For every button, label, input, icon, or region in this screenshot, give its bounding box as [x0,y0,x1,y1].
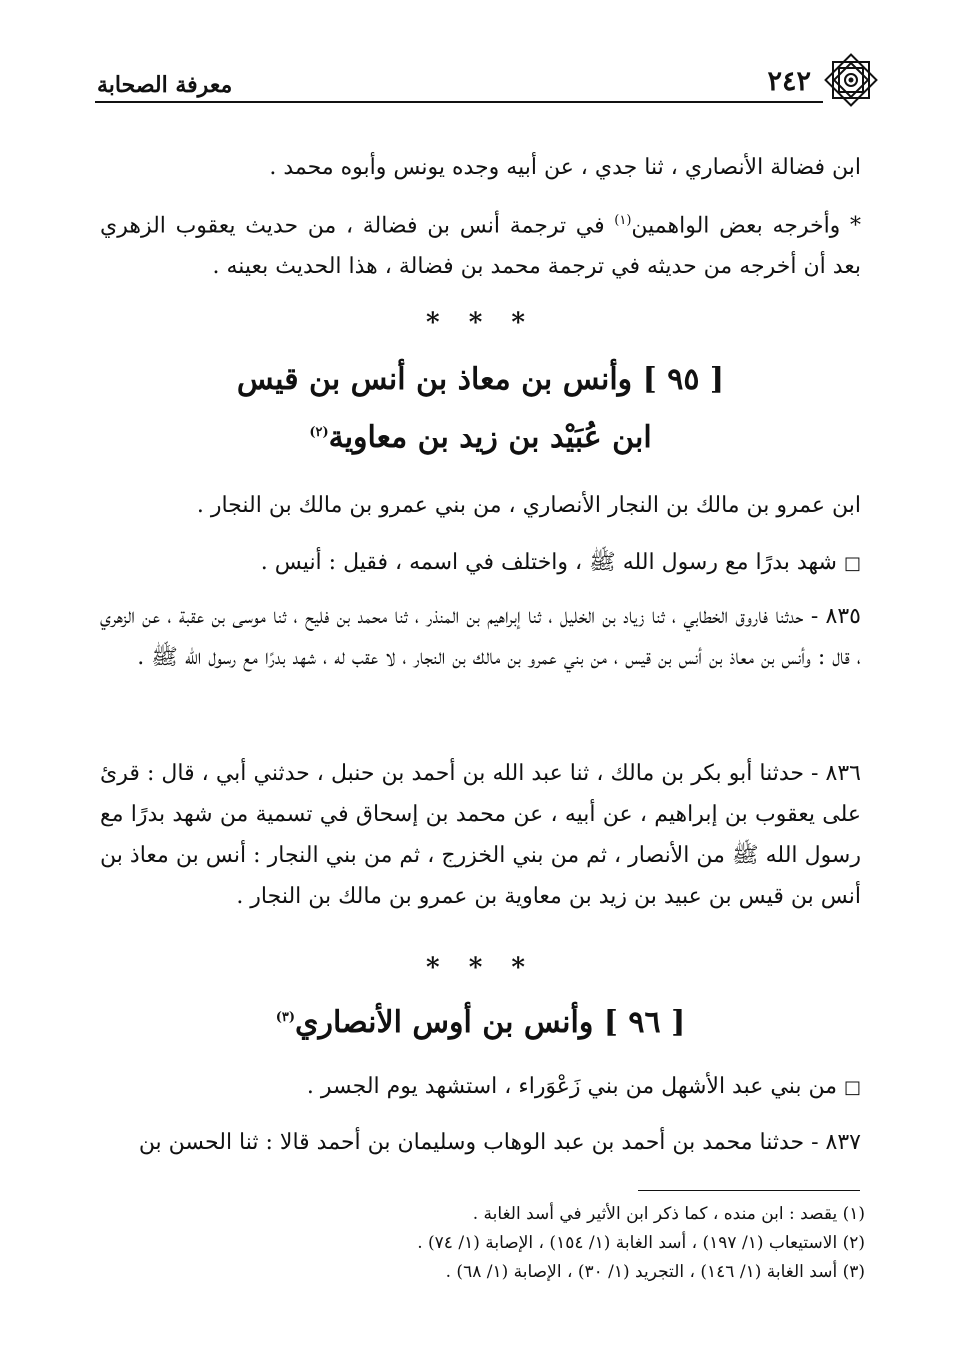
entry-96-title: [ ٩٦ ] وأنس بن أوس الأنصاري$^{(٣)}$ [275,1005,686,1040]
footnote-3: (٣) أسد الغابة (١/ ١٤٦) ، التجريد (١/ ٣٠) ، الإصابة (١/ ٦٨) . [445,1262,865,1282]
section-separator: * * * [426,308,535,338]
octagram-ornament-icon [823,52,879,108]
paragraph-continuation: ابن فضالة الأنصاري ، ثنا جدي ، عن أبيه وجده يونس وأبوه محمد . [269,155,861,180]
section-separator: * * * [426,953,535,983]
entry-95-subtitle: ابن عُبَيْد بن زيد بن معاوية$^{(٢)}$ [309,420,652,455]
footnote-ref-1: (١) [614,213,632,228]
footnotes [320,1200,865,1287]
entry-95-title: [ ٩٥ ] وأنس بن معاذ بن أنس بن قيس [236,362,725,397]
hadith-835: ٨٣٥ - حدثنا فاروق الخطابي ، ثنا زياد بن الخليل ، ثنا إبراهيم بن المنذر ، ثنا محمد بن فليح ، ثنا موسى بن عقبة ، عن الزهري ، قال : وأنس بن معاذ بن أنس بن قيس ، من بني عمرو بن مالك بن النجار ، لا عقب له ، شهد بدرًا مع رسول الله ﷺ . [100,604,861,670]
running-title: معرفة الصحابة [97,72,233,98]
paragraph-entry-96: □ من بني عبد الأشهل من بني زَعْوَراء ، استشهد يوم الجسر . [306,1074,861,1099]
page-number: ٢٤٢ [767,66,811,97]
paragraph-lineage: ابن عمرو بن مالك بن النجار الأنصاري ، من بني عمرو بن مالك بن النجار . [196,493,861,518]
footnote-separator [638,1190,860,1191]
footnote-1: (١) يقصد : ابن منده ، كما ذكر ابن الأثير في أسد الغابة . [472,1204,865,1224]
page-header [95,52,869,104]
bullet-square-icon: □ [843,1077,861,1098]
hadith-837: ٨٣٧ - حدثنا محمد بن أحمد بن عبد الوهاب وسليمان بن أحمد قالا : ثنا الحسن بن [138,1130,861,1155]
paragraph-summary: □ شهد بدرًا مع رسول الله ﷺ ، واختلف في اسمه ، فقيل : أنيس . [260,550,861,575]
paragraph-note: * وأخرجه بعض الواهمين$^{(١)}$ في ترجمة أنس بن فضالة ، من حديث يعقوب الزهري بعد أن أخرجه من حديثه في ترجمة محمد بن فضالة ، هذا الحديث بعينه . [100,213,861,280]
footnote-ref-3: (٣) [275,1010,296,1025]
bullet-square-icon: □ [843,553,861,574]
footnote-ref-2: (٢) [309,425,329,440]
footnote-2: (٢) الاستيعاب (١/ ١٩٧) ، أسد الغابة (١/ ١٥٤) ، الإصابة (١/ ٧٤) . [417,1233,865,1253]
hadith-836: ٨٣٦ - حدثنا أبو بكر بن مالك ، ثنا عبد الله بن أحمد بن حنبل ، حدثني أبي ، قال : قرئ على يعقوب بن إبراهيم ، عن أبيه ، عن محمد بن إسحاق في تسمية من شهد بدرًا مع رسول الله ﷺ من الأنصار ، ثم من بني الخزرج ، ثم من بني النجار : أنس بن معاذ بن أنس بن قيس بن عبيد بن زيد بن معاوية بن عمرو بن مالك بن النجار . [100,761,861,909]
header-rule [95,101,823,103]
